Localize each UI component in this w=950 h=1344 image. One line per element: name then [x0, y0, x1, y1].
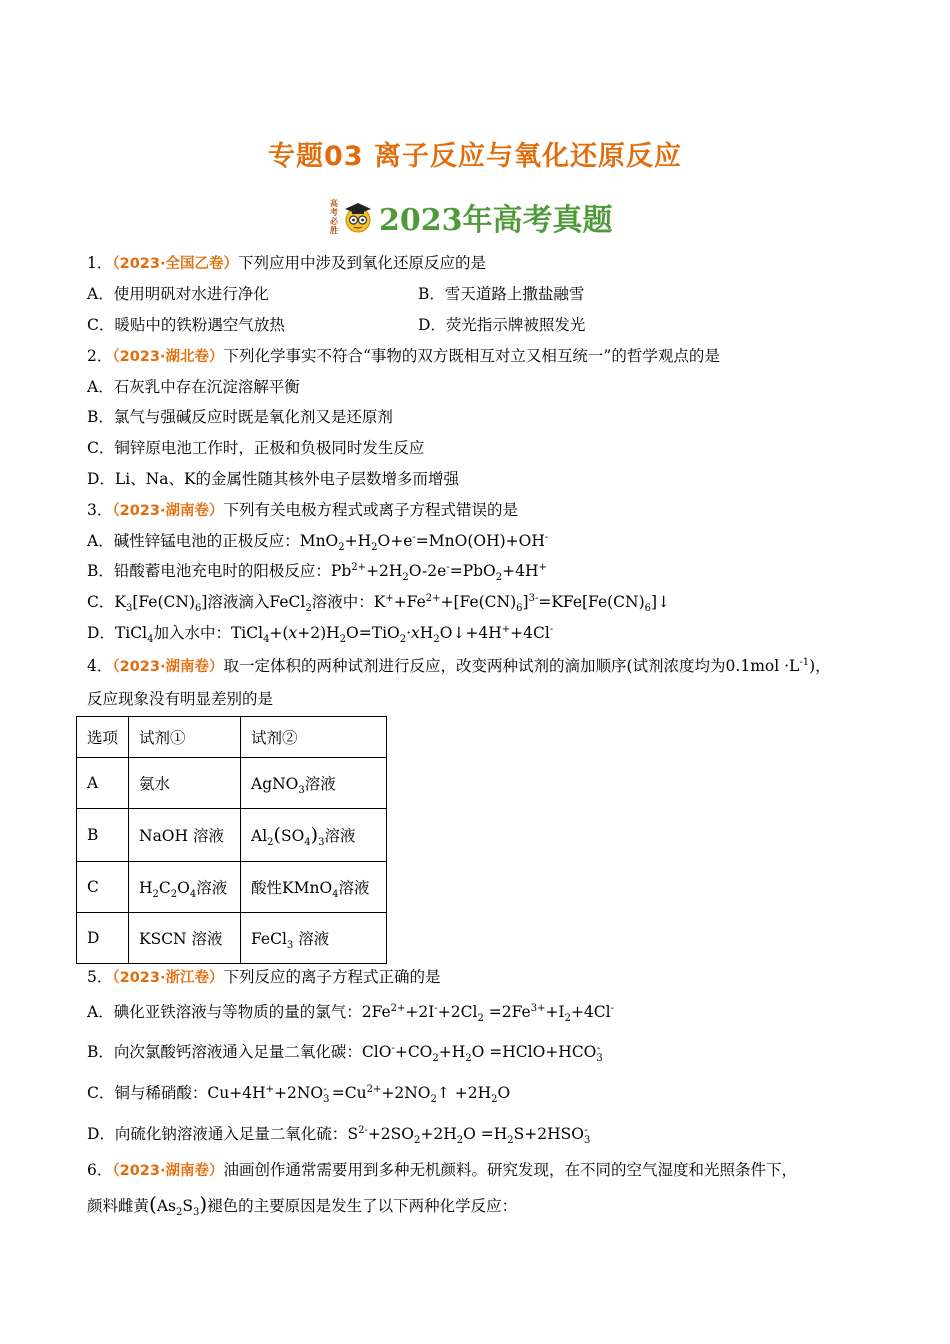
- section-banner: [330, 195, 613, 239]
- table-row: [77, 809, 387, 862]
- question-2-stem: 2．（2023·湖北卷）下列化学事实不符合“事物的双方既相互对立又相互统一”的哲学观点的是: [87, 347, 720, 365]
- table-row: [77, 913, 387, 964]
- equation: TiCl$_4$加入水中：$TiCl_4+(x+2)H_2O=TiO_2\cdot xH_2O↓+4H^++4Cl^-$: [114, 623, 554, 646]
- question-3-option-c: C．$K_3[Fe(CN)_6]$溶液滴入FeCl$_2$溶液中：$K^++Fe^{2+}+[Fe(CN)_6]^{3-}=KFe[Fe(CN)_6]↓$: [87, 592, 671, 615]
- banner-side-text: 高 考 必 胜: [330, 198, 338, 235]
- table-cell: $H_2C_2O_4$溶液: [129, 862, 241, 913]
- table-cell: KSCN 溶液: [129, 913, 241, 964]
- question-2-option-b: B．氯气与强碱反应时既是氧化剂又是还原剂: [87, 408, 393, 426]
- table-header-cell: 试剂②: [241, 717, 387, 758]
- question-3-option-d: D．TiCl$_4$加入水中：$TiCl_4+(x+2)H_2O=TiO_2\cdot xH_2O↓+4H^++4Cl^-$: [87, 623, 554, 646]
- equation: $S^{2-}+2SO_2+2H_2O =H_2S+2HSO_3^-$: [347, 1124, 591, 1147]
- table-cell: D: [77, 913, 129, 964]
- question-5-option-c: C．铜与稀硝酸：$Cu+4H^++2NO_3^-$ $=Cu^{2+}+2NO_2↑ +2H_2O$: [87, 1083, 511, 1106]
- question-1-option-a: A．使用明矾对水进行净化: [87, 285, 269, 303]
- table-cell: A: [77, 758, 129, 809]
- table-header-cell: 试剂①: [129, 717, 241, 758]
- page-title: 专题03 离子反应与氧化还原反应: [268, 141, 682, 172]
- equation: $ClO^-+CO_2+H_2O$ $=HClO+HCO_3^-$: [361, 1042, 603, 1065]
- question-2-option-d: D．Li、Na、K的金属性随其核外电子层数增多而增强: [87, 470, 460, 488]
- question-3-option-a: A．碱性锌锰电池的正极反应：$MnO_2+H_2O+e^-=MnO(OH)+OH^-$: [87, 531, 549, 554]
- question-6-stem-line2: 颜料雌黄$(As_2S_3)$褪色的主要原因是发生了以下两种化学反应：: [87, 1192, 518, 1219]
- table-cell: 酸性KMnO$_4$溶液: [241, 862, 387, 913]
- table-cell: AgNO$_3$溶液: [241, 758, 387, 809]
- question-2-source: （2023·湖北卷）: [112, 349, 224, 365]
- equation: $Cu+4H^++2NO_3^-$ $=Cu^{2+}+2NO_2↑ +2H_2O$: [207, 1083, 511, 1106]
- graduate-mascot-icon: [341, 200, 375, 234]
- question-5-option-d: D．向硫化钠溶液通入足量二氧化硫：$S^{2-}+2SO_2+2H_2O =H_2S+2HSO_3^-$: [87, 1124, 591, 1147]
- question-3-source: （2023·湖南卷）: [112, 503, 224, 519]
- table-cell: C: [77, 862, 129, 913]
- question-3-option-b: B．铅酸蓄电池充电时的阳极反应：$Pb^{2+}+2H_2O-2e^-=PbO_2+4H^+$: [87, 561, 547, 584]
- question-5-stem: 5．（2023·浙江卷）下列反应的离子方程式正确的是: [87, 968, 441, 986]
- table-cell: NaOH 溶液: [129, 809, 241, 862]
- table-cell: 氨水: [129, 758, 241, 809]
- equation: $2Fe^{2+}+2I^-+2Cl_2 =2Fe^{3+}+I_2+4Cl^-$: [361, 1002, 614, 1025]
- table-row: [77, 758, 387, 809]
- question-1-source: （2023·全国乙卷）: [112, 256, 238, 272]
- banner-title: 2023年高考真题: [379, 203, 613, 238]
- equation: $Pb^{2+}+2H_2O-2e^-=PbO_2+4H^+$: [330, 561, 547, 584]
- question-2-option-a: A．石灰乳中存在沉淀溶解平衡: [87, 378, 300, 396]
- question-1-stem: 1．（2023·全国乙卷）下列应用中涉及到氧化还原反应的是: [87, 254, 487, 272]
- question-1-option-d: D．荧光指示牌被照发光: [418, 316, 586, 334]
- question-4-source: （2023·湖南卷）: [112, 659, 224, 675]
- equation: $MnO_2+H_2O+e^-=MnO(OH)+OH^-$: [299, 531, 549, 554]
- question-5-option-b: B．向次氯酸钙溶液通入足量二氧化碳：$ClO^-+CO_2+H_2O$ $=HClO+HCO_3^-$: [87, 1042, 603, 1065]
- table-header-cell: 选项: [77, 717, 129, 758]
- question-1-option-c: C．暖贴中的铁粉遇空气放热: [87, 316, 285, 334]
- table-row: [77, 862, 387, 913]
- table-header-row: [77, 717, 387, 758]
- question-4-stem: 4．（2023·湖南卷）取一定体积的两种试剂进行反应，改变两种试剂的滴加顺序(试剂浓度均为$0.1mol \cdot L^{-1}$)，: [87, 656, 831, 675]
- question-1-option-b: B．雪天道路上撒盐融雪: [418, 285, 585, 303]
- question-4-table: [76, 716, 387, 964]
- question-5-option-a: A．碘化亚铁溶液与等物质的量的氯气：$2Fe^{2+}+2I^-+2Cl_2 =2Fe^{3+}+I_2+4Cl^-$: [87, 1002, 614, 1025]
- question-5-source: （2023·浙江卷）: [112, 970, 224, 986]
- table-cell: $Al_2(SO_4)_3$溶液: [241, 809, 387, 862]
- question-6-stem: 6．（2023·湖南卷）油画创作通常需要用到多种无机颜料。研究发现，在不同的空气湿度和光照条件下，: [87, 1161, 798, 1179]
- question-3-stem: 3．（2023·湖南卷）下列有关电极方程式或离子方程式错误的是: [87, 501, 519, 519]
- table-cell: B: [77, 809, 129, 862]
- question-4-stem-line2: 反应现象没有明显差别的是: [87, 690, 274, 708]
- equation: $K_3[Fe(CN)_6]$溶液滴入FeCl$_2$溶液中：$K^++Fe^{2+}+[Fe(CN)_6]^{3-}=KFe[Fe(CN)_6]↓$: [114, 592, 671, 615]
- question-2-option-c: C．铜锌原电池工作时，正极和负极同时发生反应: [87, 439, 425, 457]
- question-6-source: （2023·湖南卷）: [112, 1163, 224, 1179]
- table-cell: FeCl$_3$ 溶液: [241, 913, 387, 964]
